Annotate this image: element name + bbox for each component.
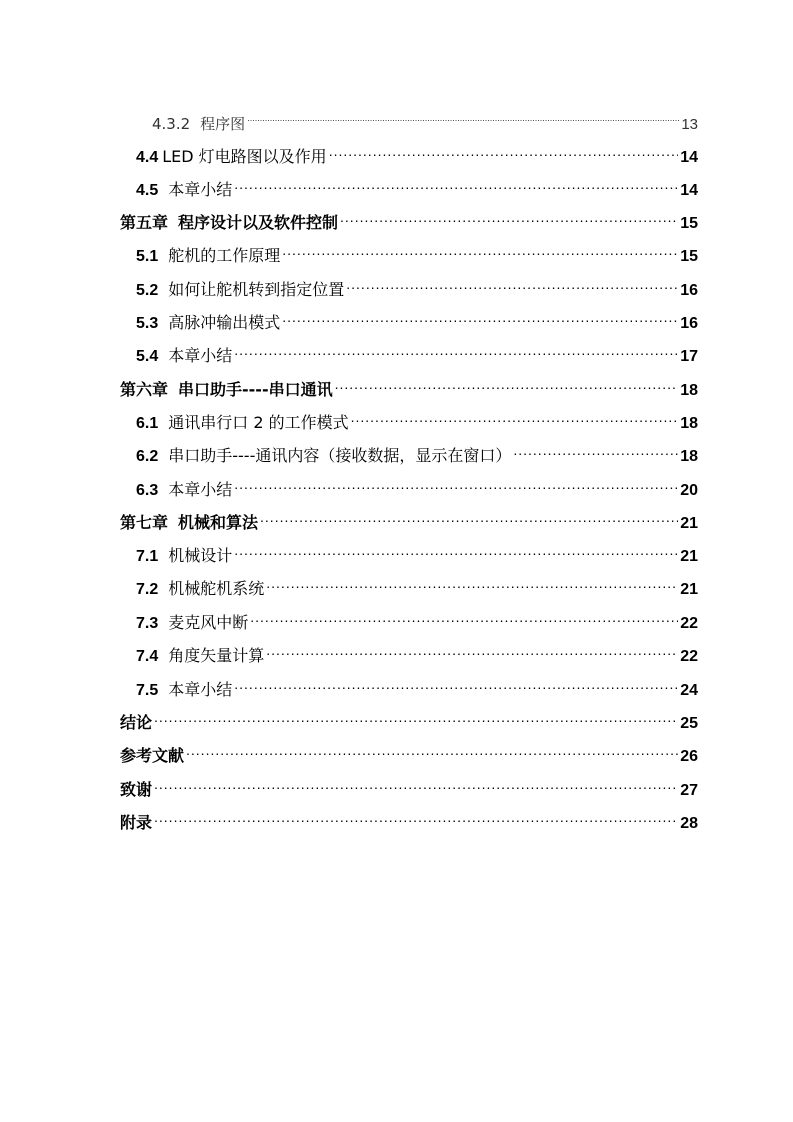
toc-entry[interactable] [136,271,698,299]
toc-entry[interactable] [136,404,698,432]
toc-entry-page: 18 [680,382,698,399]
toc-entry-number: 5.3 [136,315,159,332]
toc-entry-title: 本章小结 [168,346,233,365]
toc-dot-leader [282,304,678,328]
toc-chapter-entry[interactable] [120,371,698,399]
toc-dot-leader [234,671,678,695]
toc-entry-page: 25 [680,715,698,732]
toc-dot-leader [234,537,678,561]
toc-section-title: 结论 [120,713,153,732]
toc-entry[interactable] [152,105,698,133]
toc-entry[interactable] [136,437,698,465]
toc-entry-page: 24 [680,682,698,699]
toc-entry-number: 6.1 [136,415,159,432]
toc-entry-title: 本章小结 [168,680,233,699]
toc-entry-number: 4.4 [136,149,159,166]
toc-dot-leader [260,504,678,528]
toc-entry-page: 14 [680,149,698,166]
toc-entry[interactable] [136,637,698,665]
toc-entry-page: 16 [680,282,698,299]
toc-entry-title: 角度矢量计算 [168,646,265,665]
toc-entry-title: 程序图 [200,115,246,133]
toc-entry[interactable] [136,537,698,565]
toc-entry-number: 7.5 [136,682,159,699]
toc-chapter-entry[interactable] [120,204,698,232]
toc-entry-title: 本章小结 [168,480,233,499]
toc-entry-number: 6.3 [136,482,159,499]
toc-entry-number: 5.2 [136,282,159,299]
toc-entry-page: 22 [680,615,698,632]
toc-entry-page: 21 [680,581,698,598]
toc-entry-title: 本章小结 [168,180,233,199]
toc-entry-page: 17 [680,348,698,365]
toc-entry-title: 舵机的工作原理 [168,246,281,265]
toc-entry-page: 28 [680,815,698,832]
toc-dot-leader [234,337,678,361]
toc-section-entry[interactable] [120,804,698,832]
toc-dot-leader [154,771,678,795]
toc-entry-number: 5.1 [136,248,159,265]
toc-entry-page: 13 [681,116,698,133]
toc-dot-leader [266,637,678,661]
toc-entry-number: 4.5 [136,182,159,199]
toc-entry[interactable] [136,304,698,332]
toc-dot-leader [250,604,678,628]
toc-entry-title: 串口助手----通讯内容（接收数据，显示在窗口） [168,446,512,465]
toc-entry-page: 14 [680,182,698,199]
toc-entry-number: 6.2 [136,448,159,465]
toc-section-title: 附录 [120,813,153,832]
toc-dot-leader [266,570,678,594]
toc-entry[interactable] [136,237,698,265]
toc-entry-number: 7.1 [136,548,159,565]
toc-chapter-title: 串口助手----串口通讯 [178,380,333,399]
toc-entry-number: 7.4 [136,648,159,665]
toc-chapter-entry[interactable] [120,504,698,532]
toc-section-title: 参考文献 [120,746,185,765]
toc-entry-page: 15 [680,215,698,232]
toc-dot-leader [234,171,678,195]
toc-entry-page: 27 [680,782,698,799]
toc-chapter-number: 第七章 [120,513,169,532]
toc-dot-leader [335,371,679,395]
toc-entry[interactable] [136,671,698,699]
toc-entry[interactable] [136,604,698,632]
toc-dot-leader [154,704,678,728]
toc-entry-title: 如何让舵机转到指定位置 [168,280,345,299]
toc-entry-page: 21 [680,515,698,532]
toc-entry[interactable] [136,171,698,199]
toc-dot-leader [186,737,678,761]
toc-dot-leader [282,237,678,261]
toc-entry-title: 高脉冲输出模式 [168,313,281,332]
toc-entry-number: 5.4 [136,348,159,365]
toc-section-entry[interactable] [120,704,698,732]
toc-entry-title: LED 灯电路图以及作用 [162,147,327,166]
toc-entry-title: 麦克风中断 [168,613,249,632]
toc-chapter-title: 程序设计以及软件控制 [178,213,339,232]
toc-entry[interactable] [136,570,698,598]
toc-dot-leader [247,105,679,129]
toc-entry-page: 18 [680,415,698,432]
toc-dot-leader [351,404,679,428]
toc-section-entry[interactable] [120,737,698,765]
toc-section-entry[interactable] [120,771,698,799]
toc-dot-leader [340,204,678,228]
toc-entry-page: 18 [680,448,698,465]
toc-entry-number: 4.3.2 [152,115,191,133]
toc-entry-title: 机械舵机系统 [168,579,265,598]
toc-dot-leader [513,437,678,461]
toc-dot-leader [329,138,679,162]
toc-chapter-number: 第六章 [120,380,169,399]
toc-entry-title: 通讯串行口 2 的工作模式 [168,413,349,432]
toc-entry-page: 26 [680,748,698,765]
toc-dot-leader [154,804,678,828]
toc-entry-title: 机械设计 [168,546,233,565]
toc-dot-leader [234,471,678,495]
toc-entry-number: 7.3 [136,615,159,632]
toc-entry-number: 7.2 [136,581,159,598]
toc-entry-page: 15 [680,248,698,265]
toc-entry[interactable] [136,471,698,499]
toc-entry-page: 16 [680,315,698,332]
toc-entry-page: 21 [680,548,698,565]
toc-chapter-number: 第五章 [120,213,169,232]
toc-entry[interactable] [136,337,698,365]
toc-chapter-title: 机械和算法 [178,513,259,532]
toc-section-title: 致谢 [120,780,153,799]
toc-entry-page: 22 [680,648,698,665]
toc-entry[interactable] [136,138,698,166]
toc-entry-page: 20 [680,482,698,499]
toc-dot-leader [346,271,678,295]
